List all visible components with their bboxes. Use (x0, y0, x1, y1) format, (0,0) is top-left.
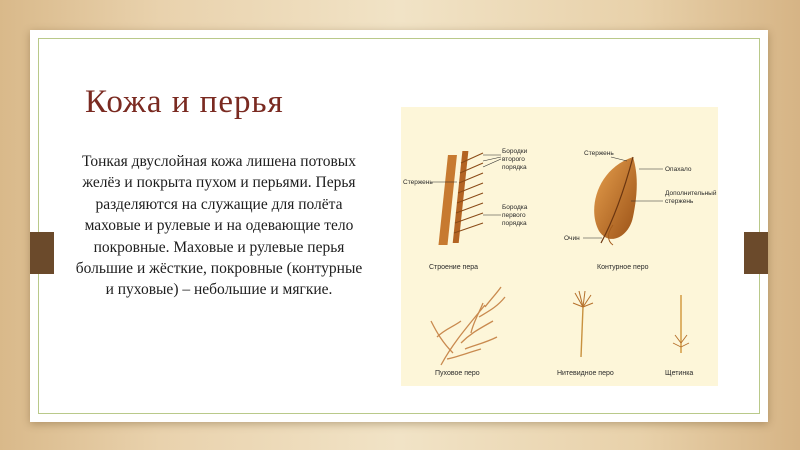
left-side-tab (30, 232, 54, 274)
label-borodki-2: второго (502, 156, 525, 163)
label-opakhalo: Опахало (665, 166, 692, 173)
label-sterzhen-right: Стержень (584, 150, 614, 157)
right-side-tab (744, 232, 768, 274)
label-borodka-3: порядка (502, 220, 527, 227)
bristle-illustration (673, 295, 689, 353)
slide (30, 30, 768, 422)
caption-structure: Строение пера (429, 264, 479, 271)
feather-types-figure (401, 107, 718, 386)
label-sterzhen-left: Стержень (403, 179, 433, 186)
label-dop-sterzhen-2: стержень (665, 198, 694, 205)
slide-title: Кожа и перья (85, 84, 284, 120)
feather-diagram (401, 107, 718, 386)
label-dop-sterzhen-1: Дополнительный (665, 190, 717, 197)
caption-contour: Контурное перо (597, 264, 649, 271)
caption-down: Пуховое перо (435, 370, 480, 377)
down-feather-illustration (431, 287, 505, 365)
contour-feather-illustration (564, 150, 717, 271)
label-borodka-1: Бородка (502, 204, 528, 211)
label-borodki-3: порядка (502, 164, 527, 171)
feather-structure-illustration (403, 148, 528, 271)
label-ochin: Очин (564, 235, 580, 242)
filoplume-illustration (573, 291, 593, 357)
label-borodka-2: первого (502, 212, 526, 219)
caption-bristle: Щетинка (665, 370, 694, 377)
caption-filoplume: Нитевидное перо (557, 370, 614, 377)
label-borodki-1: Бородки (502, 148, 528, 155)
slide-body-text: Тонкая двуслойная кожа лишена потовых желёз и покрыта пухом и перьями. Перья разделяются на служащие для полёта маховые и рулевые и на одевающие тело покровные. Маховые и рулевые перья большие и жёсткие, покровные (контурные и пуховые) – небольшие и мягкие. (75, 153, 363, 299)
